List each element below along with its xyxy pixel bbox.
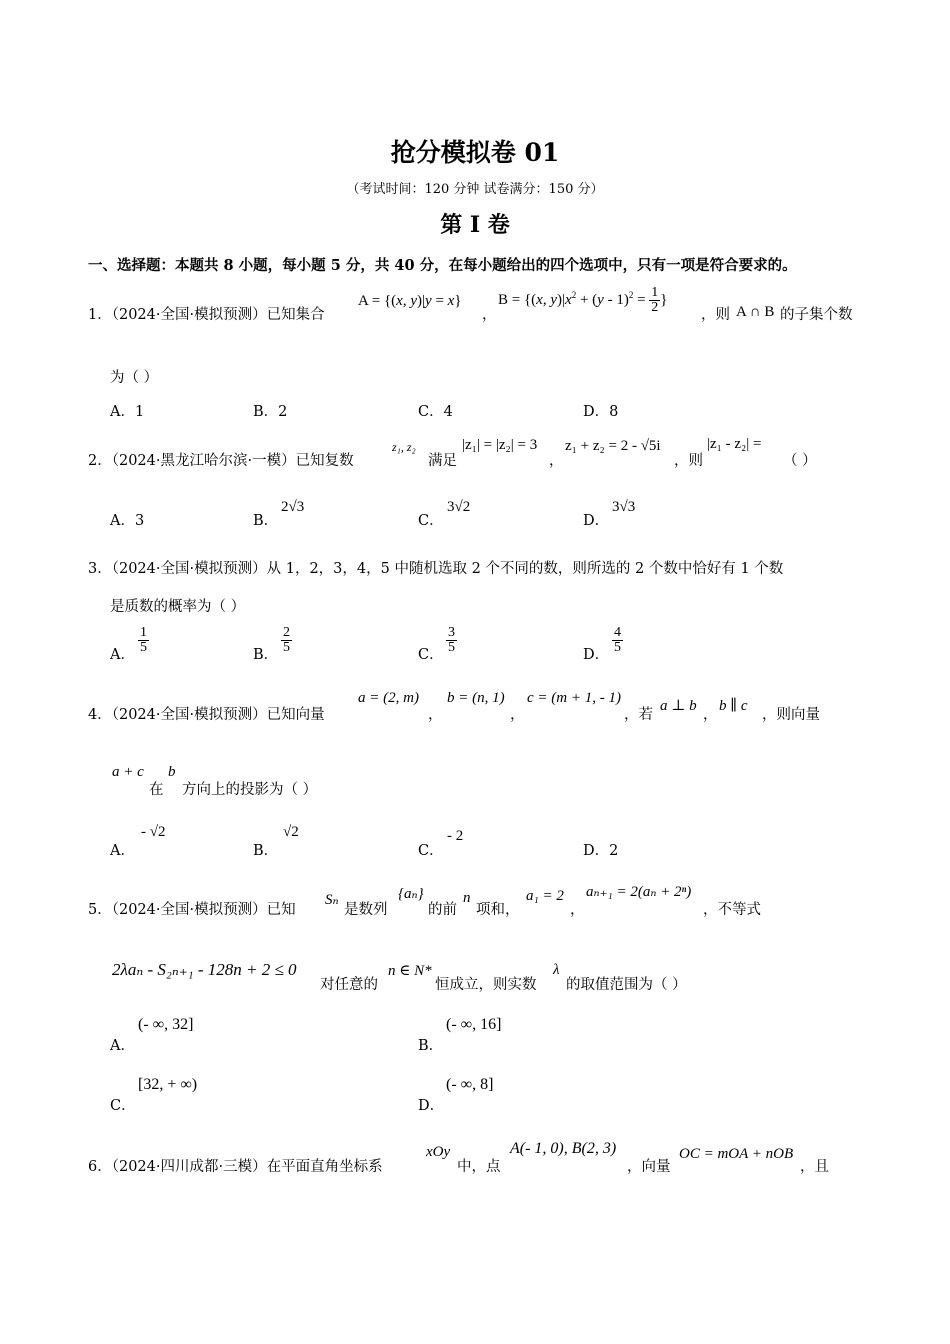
set-a-formula: A = {(x, y)|y = x}	[358, 293, 462, 309]
page-title: 抢分模拟卷 01	[390, 138, 560, 167]
option-c-fraction	[446, 626, 457, 655]
n-symbol: n	[463, 890, 471, 906]
question-text: 恒成立，则实数	[435, 977, 537, 993]
question-number: 6．	[88, 1159, 112, 1175]
sum-vector: a + c	[112, 764, 144, 780]
question-text: 方向上的投影为（ ）	[182, 782, 318, 798]
option-c-math: [32, + ∞)	[138, 1076, 198, 1093]
question-source: （2024·全国·模拟预测）	[111, 561, 267, 577]
lambda-symbol: λ	[553, 962, 560, 978]
question-text: 从 1，2，3，4，5 中随机选取 2 个不同的数，则所选的 2 个数中恰好有 1 个数	[266, 561, 784, 577]
option-c[interactable]: C．	[110, 1098, 136, 1114]
option-d[interactable]: D．	[583, 647, 610, 663]
question-text: 对任意的	[320, 977, 378, 993]
option-d[interactable]: D．2	[583, 843, 619, 859]
option-d-math: 3√3	[612, 499, 636, 515]
exam-info: （考试时间：120 分钟 试卷满分：150 分）	[346, 182, 604, 197]
option-c[interactable]: C．	[418, 647, 444, 663]
denominator: 5	[140, 640, 147, 655]
option-a[interactable]: A．	[110, 843, 135, 859]
section-heading: 一、选择题：本题共 8 小题，每小题 5 分，共 40 分，在每小题给出的四个选项中，只有一项是符合要求的。	[88, 257, 797, 274]
question-6	[88, 1155, 383, 1176]
vars-formula: z₁, z₂	[392, 440, 416, 454]
question-text: 已知	[266, 902, 296, 918]
question-text: 为（ ）	[110, 370, 159, 386]
question-text: 中，点	[457, 1159, 501, 1175]
parallel-condition: b ∥ c	[719, 698, 748, 714]
question-text: 的子集个数	[780, 307, 853, 323]
question-text: ，向量	[627, 1159, 671, 1175]
question-text: 在	[149, 782, 164, 798]
vector-oc-formula: OC = mOA + nOB	[679, 1146, 794, 1162]
option-c-math: - 2	[447, 828, 464, 844]
question-text: 满足	[428, 453, 457, 469]
question-text: 是数列	[344, 902, 388, 918]
question-text: ，不等式	[703, 902, 761, 918]
comma: ，	[482, 307, 497, 323]
perp-condition: a ⊥ b	[660, 698, 697, 714]
modulus-condition: |z₁| = |z₂| = 3	[462, 437, 538, 453]
question-3	[88, 557, 783, 578]
question-text: ，且	[800, 1159, 829, 1175]
domain-formula: n ∈ N*	[388, 963, 432, 979]
numerator: 3	[448, 625, 455, 640]
option-b-math: √2	[283, 824, 299, 840]
volume-heading: 第 I 卷	[440, 212, 510, 238]
question-source: （2024·全国·模拟预测）	[111, 707, 267, 723]
difference-formula: |z₁ - z₂| =	[707, 436, 762, 452]
option-d-math: (- ∞, 8]	[446, 1076, 494, 1093]
option-a-math: - √2	[141, 824, 166, 840]
question-text: ，则	[674, 453, 703, 469]
recurrence-formula: aₙ₊₁ = 2(aₙ + 2ⁿ)	[586, 884, 692, 900]
question-text: （ ）	[783, 453, 817, 469]
option-a-fraction	[138, 626, 149, 655]
option-d[interactable]: D．	[583, 513, 610, 529]
question-text: ，若	[624, 707, 653, 723]
denominator: 5	[448, 640, 455, 655]
question-5	[88, 898, 296, 919]
option-b-fraction	[281, 626, 292, 655]
sequence-symbol: {aₙ}	[398, 886, 424, 902]
option-a-math: (- ∞, 32]	[138, 1016, 194, 1033]
question-text: ，则向量	[762, 707, 820, 723]
question-4	[88, 703, 325, 724]
option-b-math: 2√3	[281, 499, 305, 515]
question-number: 3．	[88, 561, 112, 577]
question-text: 已知复数	[295, 453, 354, 469]
question-text: 已知集合	[266, 307, 325, 323]
vector-a: a = (2, m)	[358, 690, 419, 706]
question-number: 2．	[88, 453, 112, 469]
option-b[interactable]: B．2	[253, 404, 288, 420]
question-source: （2024·黑龙江哈尔滨·一模）	[111, 453, 296, 469]
option-a[interactable]: A．1	[110, 404, 145, 420]
question-number: 1．	[88, 307, 112, 323]
sn-symbol: Sₙ	[325, 892, 339, 908]
comma: ，	[570, 902, 585, 918]
numerator: 4	[614, 625, 621, 640]
option-b[interactable]: B．	[253, 647, 279, 663]
question-text: 的取值范围为（ ）	[566, 977, 687, 993]
question-source: （2024·四川成都·三模）	[111, 1159, 267, 1175]
question-text: 在平面直角坐标系	[266, 1159, 383, 1175]
question-text: 已知向量	[266, 707, 325, 723]
option-b-math: (- ∞, 16]	[446, 1016, 502, 1033]
option-a[interactable]: A．	[110, 1038, 135, 1054]
sum-condition: z₁ + z₂ = 2 - √5i	[565, 438, 661, 454]
set-b-formula: B = {(x, $y)|x^2 + (y - 1)^2$ = $\frac{1}{2}$ }	[498, 285, 668, 315]
question-source: （2024·全国·模拟预测）	[111, 307, 267, 323]
question-2	[88, 449, 354, 470]
numerator: 1	[140, 625, 147, 640]
intersection-formula: A ∩ B	[736, 304, 775, 320]
denominator: 5	[283, 640, 290, 655]
option-a[interactable]: A．	[110, 647, 135, 663]
option-b[interactable]: B．	[418, 1038, 444, 1054]
option-c[interactable]: C．4	[418, 404, 453, 420]
option-b[interactable]: B．	[253, 843, 279, 859]
option-c[interactable]: C．	[418, 843, 444, 859]
denominator: 5	[614, 640, 621, 655]
vector-b-ref: b	[168, 764, 176, 780]
option-d[interactable]: D．	[418, 1098, 445, 1114]
comma: ，	[428, 707, 443, 723]
question-text: 的前	[428, 902, 457, 918]
comma: ，	[510, 707, 525, 723]
numerator: 2	[283, 625, 290, 640]
coordinate-system: xOy	[426, 1144, 451, 1160]
inequality-formula: 2λaₙ - S₂ₙ₊₁ - 128n + 2 ≤ 0	[112, 960, 297, 979]
question-text: ，则	[701, 307, 730, 323]
question-source: （2024·全国·模拟预测）	[111, 902, 267, 918]
vector-c: c = (m + 1, - 1)	[527, 690, 621, 706]
vector-b: b = (n, 1)	[447, 690, 505, 706]
option-c-math: 3√2	[447, 499, 471, 515]
comma: ，	[549, 453, 564, 469]
question-number: 5．	[88, 902, 112, 918]
option-d[interactable]: D．8	[583, 404, 619, 420]
question-number: 4．	[88, 707, 112, 723]
option-d-fraction	[612, 626, 623, 655]
points-formula: A(- 1, 0), B(2, 3)	[510, 1140, 617, 1157]
question-text: 项和，	[476, 902, 520, 918]
option-c[interactable]: C．	[418, 513, 444, 529]
a1-formula: a₁ = 2	[526, 888, 564, 904]
option-b[interactable]: B．	[253, 513, 279, 529]
option-a[interactable]: A．3	[110, 513, 145, 529]
comma: ，	[703, 707, 718, 723]
question-1	[88, 303, 325, 324]
question-text: 是质数的概率为（ ）	[110, 599, 246, 615]
